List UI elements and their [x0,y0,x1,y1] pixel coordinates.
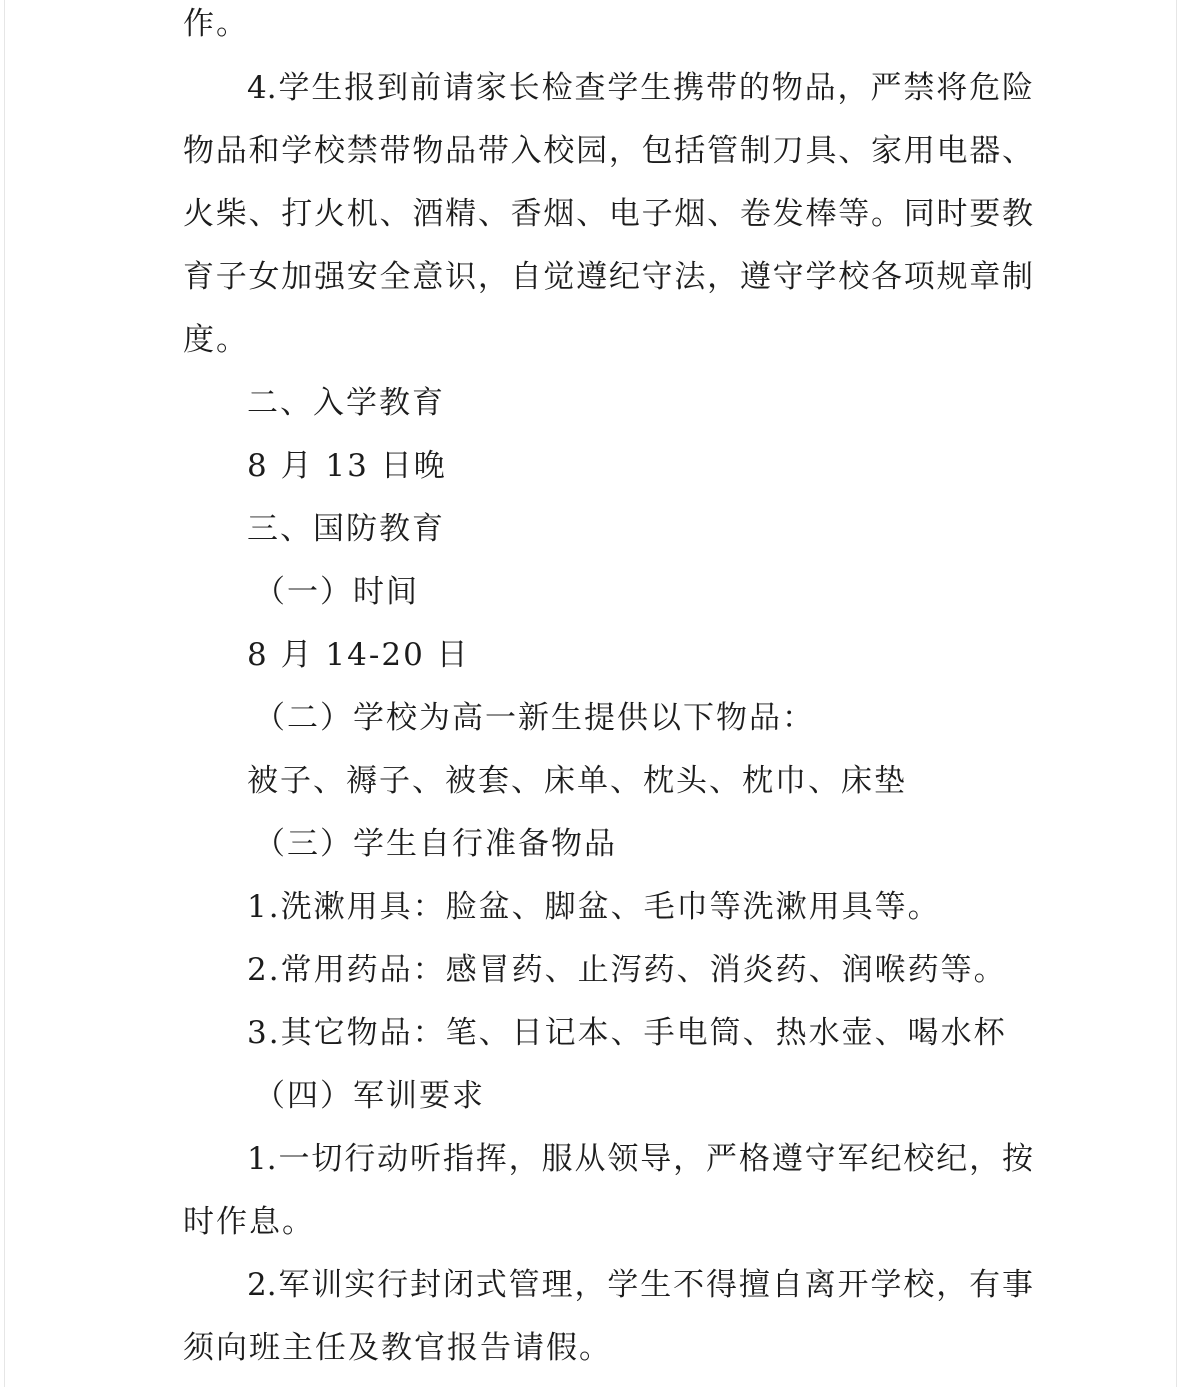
paragraph-line: 8 月 14-20 日 [247,637,470,673]
list-item: 1.洗漱用具：脸盆、脚盆、毛巾等洗漱用具等。 [247,889,941,925]
subsection-heading: （三）学生自行准备物品 [254,826,617,862]
paragraph-line: 育子女加强安全意识，自觉遵纪守法，遵守学校各项规章制 [183,259,1033,295]
right-margin-rule [1176,0,1177,1387]
subsection-heading: （二）学校为高一新生提供以下物品： [254,700,815,736]
list-item: 2.常用药品：感冒药、止泻药、消炎药、润喉药等。 [247,952,1007,988]
paragraph-line: 物品和学校禁带物品带入校园，包括管制刀具、家用电器、 [183,133,1033,169]
paragraph-line: 8 月 13 日晚 [247,448,447,484]
paragraph-line: 被子、褥子、被套、床单、枕头、枕巾、床垫 [247,763,907,799]
subsection-heading: （四）军训要求 [254,1078,485,1114]
paragraph-line: 须向班主任及教官报告请假。 [183,1330,612,1366]
paragraph-line: 作。 [183,6,249,42]
section-heading: 三、国防教育 [247,511,445,547]
paragraph-line: 火柴、打火机、酒精、香烟、电子烟、卷发棒等。同时要教 [183,196,1033,232]
paragraph-line: 度。 [183,322,249,358]
paragraph-line: 4.学生报到前请家长检查学生携带的物品，严禁将危险 [247,70,1033,106]
subsection-heading: （一）时间 [254,574,419,610]
section-heading: 二、入学教育 [247,385,445,421]
list-item: 1.一切行动听指挥，服从领导，严格遵守军纪校纪，按 [247,1141,1033,1177]
list-item: 2.军训实行封闭式管理，学生不得擅自离开学校，有事 [247,1267,1033,1303]
paragraph-line: 时作息。 [183,1204,315,1240]
left-margin-rule [4,0,5,1387]
list-item: 3.其它物品：笔、日记本、手电筒、热水壶、喝水杯 [247,1015,1007,1051]
